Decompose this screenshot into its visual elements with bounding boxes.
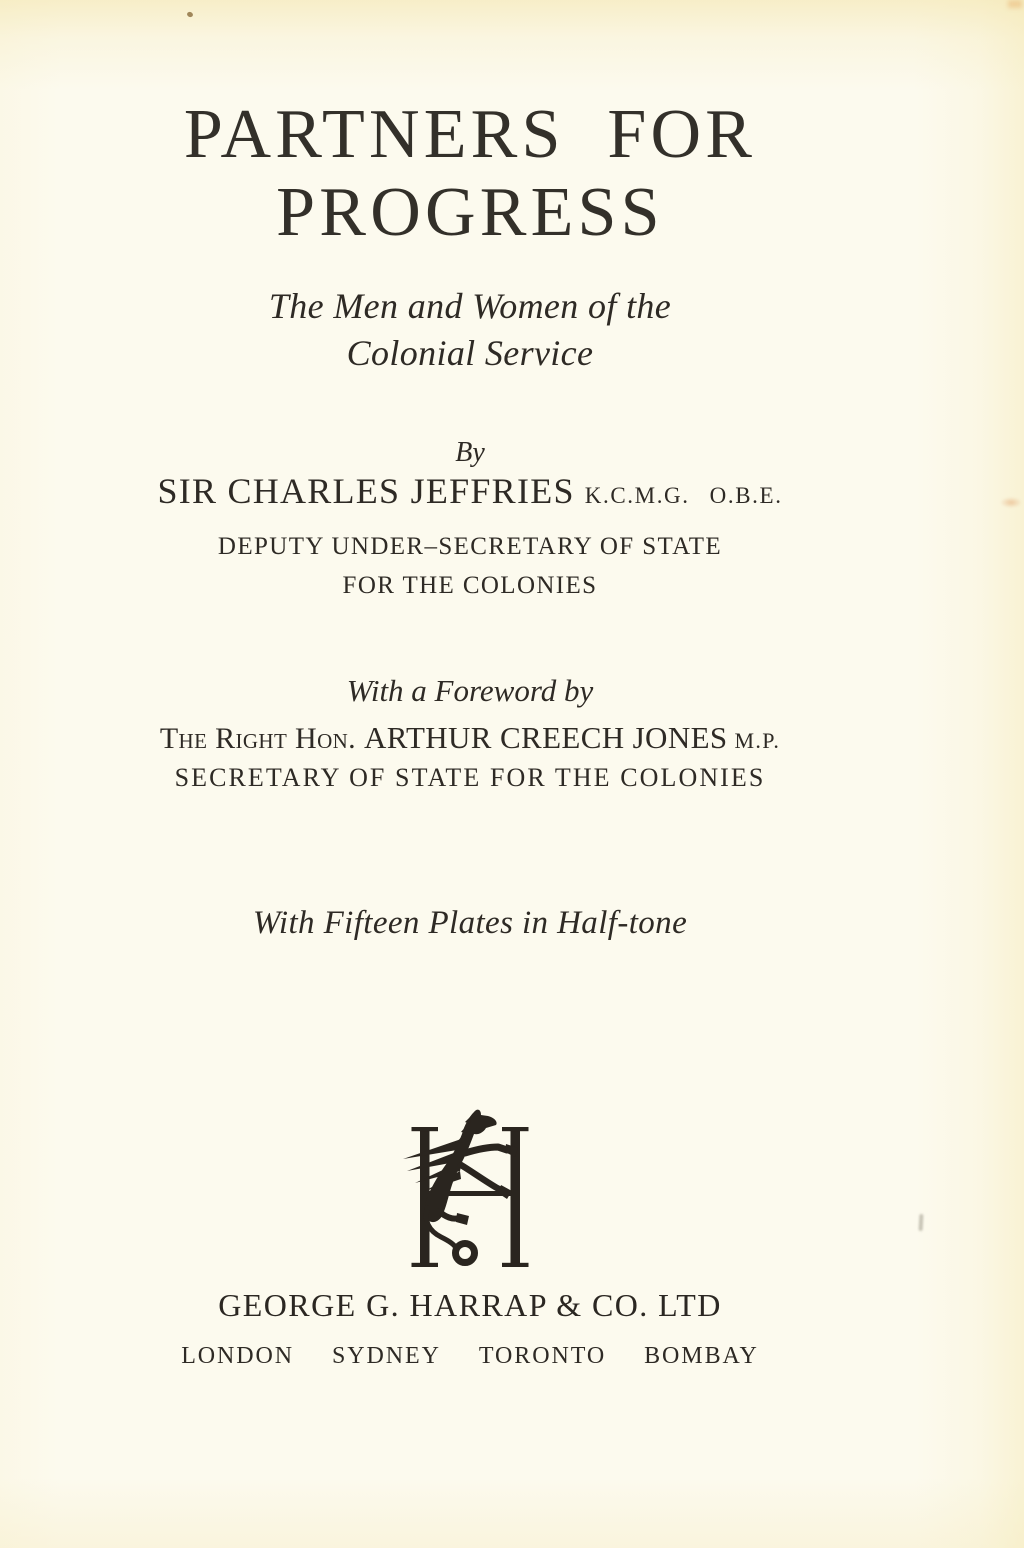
publisher-city-toronto: TORONTO (478, 1343, 607, 1369)
foreword-author-suffix: M.P. (734, 728, 781, 753)
foreword-author-prefix: The Right Hon. (159, 722, 357, 755)
author-name: SIR CHARLES JEFFRIES (157, 471, 575, 511)
author-role (0, 527, 940, 605)
author-honors: K.C.M.G. O.B.E. (584, 483, 783, 508)
publisher-cities (0, 1343, 940, 1370)
book-subtitle (0, 283, 940, 377)
by-label: By (455, 437, 485, 468)
plates-note: With Fifteen Plates in Half-tone (252, 905, 688, 941)
publisher-city-london: LONDON (181, 1343, 295, 1369)
book-subtitle-line1: The Men and Women of the (268, 286, 672, 326)
author-role-line2: FOR THE COLONIES (342, 572, 598, 599)
book-subtitle-line2: Colonial Service (346, 333, 594, 373)
foreword-author-name: ARTHUR CREECH JONES (364, 720, 728, 755)
publisher-name: GEORGE G. HARRAP & CO. LTD (218, 1287, 722, 1323)
book-title-line2: PROGRESS (276, 174, 664, 251)
author-line (0, 470, 940, 512)
book-title-line1: PARTNERS FOR (183, 96, 757, 173)
stray-ink-mark (919, 1214, 924, 1231)
pegasus-h-logo (395, 1107, 545, 1269)
foreword-intro: With a Foreword by (346, 673, 594, 708)
foreword-author-role: SECRETARY OF STATE FOR THE COLONIES (174, 763, 766, 792)
paper-edge-tint (1008, 0, 1022, 8)
foreword-author-line (0, 720, 940, 756)
author-role-line1: DEPUTY UNDER–SECRETARY OF STATE (217, 533, 723, 560)
paper-smudge (1000, 497, 1022, 508)
publisher-city-sydney: SYDNEY (332, 1343, 441, 1369)
paper-speck (186, 11, 193, 18)
publisher-city-bombay: BOMBAY (644, 1343, 759, 1369)
book-title (0, 96, 940, 252)
